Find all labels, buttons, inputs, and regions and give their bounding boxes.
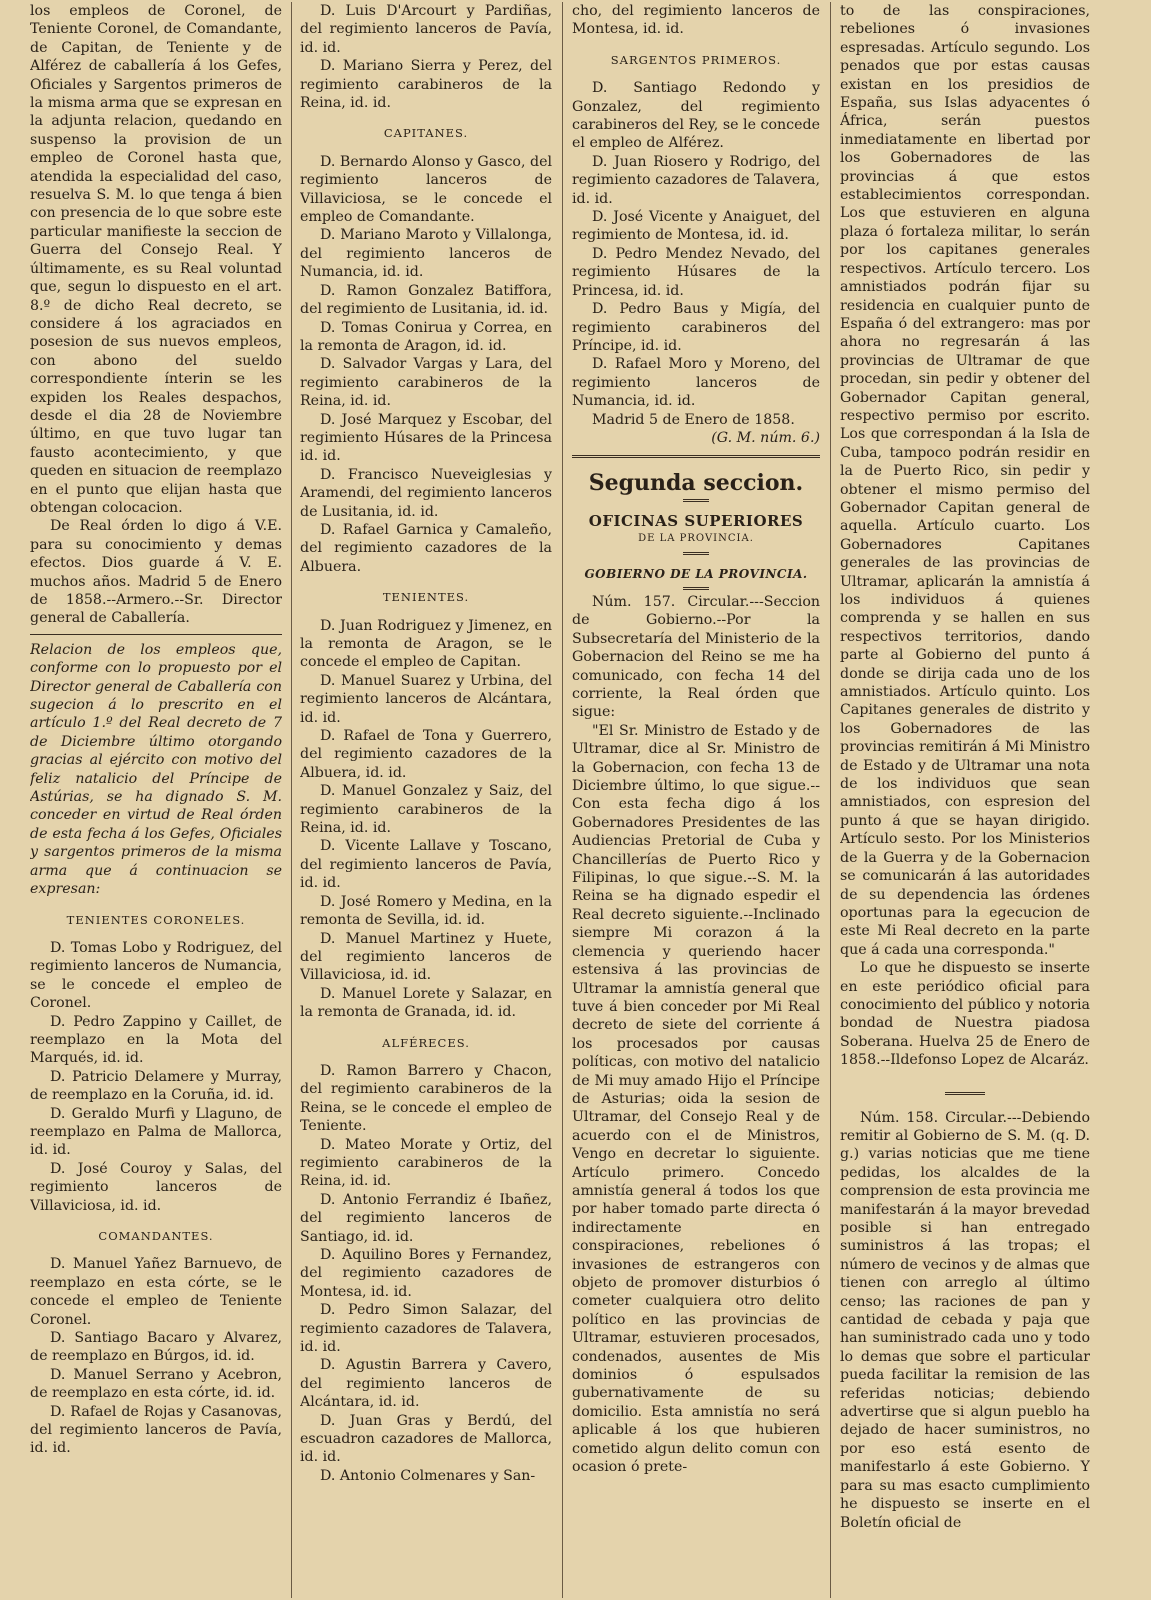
column-2 — [300, 2, 552, 1598]
list-item: D. Mariano Maroto y Villalonga, del regimiento lanceros de Numancia, id. id. — [300, 227, 552, 281]
list-item: D. Rafael de Tona y Guerrero, del regimiento cazadores de la Albuera, id. id. — [300, 728, 552, 781]
column-1 — [30, 2, 282, 1598]
list-item: D. Manuel Serrano y Acebron, de reemplazo en esta córte, id. id. — [30, 1366, 282, 1402]
paragraph: to de las conspiraciones, rebeliones ó invasiones espresadas. Artículo segundo. Los penados que por estas causas existan en los presidios de España, sus Islas adyacentes ó África, serán puestos inmediatamente en libertad por los Gobernadores de las provincias á que estos establecimientos correspondan. Los que estuvieren en alguna plaza ó fortaleza militar, lo serán por los capitanes generales respectivos. Artículo tercero. Los amnistiados podrán fijar su residencia en cualquier punto de España ó del extrangero: mas por ahora no regresarán á las provincias de Ultramar de que procedan, sin pedir y obtener del Gobernador Capitan general, respectivo permiso por escrito. Los que correspondan á la Isla de Cuba, tampoco podrán residir en la de Puerto Rico, sin pedir y obtener el mismo permiso del Gobernador Capitan general de aquella. Artículo cuarto. Los Gobernadores Capitanes generales de las provincias de Ultramar, aplicarán la amnistía á los individuos á quienes comprenda y se hallen en sus respectivos territorios, dando parte al Gobierno del punto á donde se dirija cada uno de los amnistiados. Artículo quinto. Los Capitanes generales de distrito y los Gobernadores de las provincias remitirán á Mi Ministro de Estado y de Ultramar una nota de los individuos que sean amnistiados, con espresion del punto á que se hayan dirigido. Artículo sesto. Por los Ministerios de la Guerra y de la Gobernacion se comunicarán á las autoridades de su dependencia las órdenes oportunas para la egecucion de este Mi Real decreto en la parte que á cada una corresponda." — [840, 3, 1090, 958]
section-head: COMANDANTES. — [98, 1229, 214, 1243]
list-item: D. Salvador Vargas y Lara, del regimiento carabineros de la Reina, id. id. — [300, 356, 552, 410]
date-line: Madrid 5 de Enero de 1858. — [592, 411, 795, 428]
column-rule — [562, 2, 563, 1598]
list-item: D. Agustin Barrera y Cavero, del regimiento lanceros de Alcántara, id. id. — [300, 1357, 552, 1411]
list-item: D. Manuel Lorete y Salazar, en la remonta de Granada, id. id. — [300, 985, 552, 1021]
list-item: D. Manuel Gonzalez y Saiz, del regimiento carabineros de la Reina, id. id. — [300, 783, 552, 837]
list-item: D. Rafael Moro y Moreno, del regimiento lanceros de Numancia, id. id. — [572, 356, 820, 410]
column-rule — [291, 2, 292, 1598]
list-item: D. Manuel Yañez Barnuevo, de reemplazo en esta córte, se le concede el empleo de Teniente Coronel. — [30, 1256, 282, 1328]
paragraph: "El Sr. Ministro de Estado y de Ultramar, dice al Sr. Ministro de la Gobernacion, con fecha 13 de Diciembre último, lo que sigue.--Con esta fecha digo á los Gobernadores Presidentes de las Audiencias Pretorial de Cuba y Chancillerías de Puerto Rico y Filipinas, lo que sigue.--S. M. la Reina se ha dignado espedir el Real decreto siguiente.--Inclinado siempre Mi corazon á la clemencia y queriendo hacer estensiva á las provincias de Ultramar la amnistía general que tuve á bien conceder por Mi Real decreto de siete del corriente á los procesados por causas políticas, con motivo del natalicio de Mi muy amado Hijo el Príncipe de Asturias; oida la sesion de Ultramar, del Consejo Real y de acuerdo con el de Ministros, Vengo en decretar lo siguiente. Artículo primero. Concedo amnistía general á todos los que por haber tomado parte directa ó indirectamente en conspiraciones, rebeliones ó invasiones de estrangeros con objeto de promover disturbios ó cometer cualquiera otro delito político en las provincias de Ultramar, estuvieren procesados, condenados, ausentes de Mis dominios ó espulsados gubernativamente de su domicilio. Esta amnistía no será aplicable á los que hubieren cometido algun delito comun con ocasion ó prete- — [572, 722, 820, 1476]
list-item: D. Rafael de Rojas y Casanovas, del regimiento lanceros de Pavía, id. id. — [30, 1403, 282, 1457]
list-item: D. José Vicente y Anaiguet, del regimiento de Montesa, id. id. — [572, 209, 820, 244]
column-4 — [840, 2, 1090, 1598]
divider — [572, 455, 820, 458]
subsection-title: OFICINAS SUPERIORES — [588, 511, 804, 530]
ornament — [683, 587, 709, 590]
gaceta-ref: (G. M. núm. 6.) — [711, 429, 820, 446]
list-item: D. Bernardo Alonso y Gasco, del regimiento lanceros de Villaviciosa, se le concede el empleo de Comandante. — [300, 153, 552, 226]
list-item: D. José Marquez y Escobar, del regimiento Húsares de la Princesa id. id. — [300, 411, 552, 465]
paragraph: Núm. 158. Circular.---Debiendo remitir al Gobierno de S. M. (q. D. g.) varias noticias que me tiene pedidas, los alcaldes de la comprension de esta provincia me manifestarán á la mayor brevedad posible si han entregado suministros á las tropas; el número de vecinos y de almas que tienen con arreglo al último censo; las raciones de pan y cantidad de cebada y paja que han suministrado cada uno y todo lo demas que sobre el particular pueda facilitar la remision de las referidas noticias; debiendo advertirse que si algun pueblo ha dejado de hacer suministros, no por eso está esento de manifestarlo á este Gobierno. Y para su mas esacto cumplimiento he dispuesto se inserte en el Boletín oficial de — [840, 1109, 1090, 1531]
newspaper-page — [18, 2, 1138, 1598]
column-rule — [830, 2, 831, 1598]
divider — [30, 634, 282, 635]
list-item: D. Vicente Lallave y Toscano, del regimiento lanceros de Pavía, id. id. — [300, 838, 552, 892]
list-item: D. Pedro Simon Salazar, del regimiento cazadores de Talavera, id. id. — [300, 1302, 552, 1356]
paragraph: Lo que he dispuesto se inserte en este periódico oficial para conocimiento del público y notoria bondad de Nuestra piadosa Soberana. Huelva 25 de Enero de 1858.--Ildefonso Lopez de Alcaráz. — [840, 960, 1090, 1069]
list-item: D. José Couroy y Salas, del regimiento lanceros de Villaviciosa, id. id. — [30, 1160, 282, 1214]
section-head: TENIENTES CORONELES. — [66, 912, 246, 927]
subsection-subtitle: DE LA PROVINCIA. — [638, 533, 754, 545]
paragraph: De Real órden lo digo á V.E. para su conocimiento y demas efectos. Dios guarde á V. E. muchos años. Madrid 5 de Enero de 1858.--Armero.--Sr. Director general de Caballería. — [30, 518, 282, 627]
column-3 — [572, 2, 820, 1598]
section-head: CAPITANES. — [383, 126, 469, 141]
section-head: SARGENTOS PRIMEROS. — [610, 52, 782, 67]
list-item: D. Pedro Mendez Nevado, del regimiento Húsares de la Princesa, id. id. — [572, 245, 820, 299]
ornament — [683, 499, 709, 502]
relacion-heading: Relacion de los empleos que, conforme con lo propuesto por el Director general de Caballería con sugecion á lo prescrito en el artículo 1.º del Real decreto de 7 de Diciembre último otorgando gracias al ejército con motivo del feliz natalicio del Príncipe de Astúrias, se ha dignado S. M. conceder en virtud de Real órden de esta fecha á los Gefes, Oficiales y sargentos primeros de la misma arma que á continuacion se expresan: — [30, 641, 282, 898]
list-item: D. Tomas Conirua y Correa, en la remonta de Aragon, id. id. — [300, 319, 552, 354]
list-item: D. Luis D'Arcourt y Pardiñas, del regimiento lanceros de Pavía, id. id. — [300, 3, 552, 56]
list-item: D. Aquilino Bores y Fernandez, del regimiento cazadores de Montesa, id. id. — [300, 1247, 552, 1300]
list-item: D. Ramon Gonzalez Batiffora, del regimiento de Lusitania, id. id. — [300, 282, 552, 318]
list-item: D. Geraldo Murfi y Llaguno, de reemplazo en Palma de Mallorca, id. id. — [30, 1105, 282, 1159]
list-item: D. Mateo Morate y Ortiz, del regimiento carabineros de la Reina, id. id. — [300, 1136, 552, 1190]
list-item: D. Juan Rodriguez y Jimenez, en la remonta de Aragon, se le concede el empleo de Capitan. — [300, 617, 552, 671]
list-item: D. Manuel Martinez y Huete, del regimiento lanceros de Villaviciosa, id. id. — [300, 930, 552, 984]
list-item: D. Patricio Delamere y Murray, de reemplazo en la Coruña, id. id. — [30, 1068, 282, 1104]
list-item: D. Juan Riosero y Rodrigo, del regimiento cazadores de Talavera, id. id. — [572, 153, 820, 207]
section-head: TENIENTES. — [382, 590, 470, 605]
ornament — [945, 1092, 985, 1095]
list-item: D. Pedro Baus y Migía, del regimiento carabineros del Príncipe, id. id. — [572, 301, 820, 354]
paragraph: los empleos de Coronel, de Teniente Coronel, de Comandante, de Capitan, de Teniente y de Alférez de caballería á los Gefes, Oficiales y Sargentos primeros de la misma arma que se expresan en la adjunta relacion, quedando en suspenso la provision de un empleo de Coronel hasta que, atendida la especialidad del caso, resuelva S. M. lo que tenga á bien con presencia de lo que sobre este particular manifieste la seccion de Guerra del Consejo Real. Y últimamente, es su Real voluntad que, segun lo dispuesto en el art. 8.º de dicho Real decreto, se considere á los agraciados en posesion de sus nuevos empleos, con abono del sueldo correspondiente ínterin se les expiden los Reales despachos, desde el dia 28 de Noviembre último, en que tuvo lugar tan fausto acontecimiento, y que queden en situacion de reemplazo en el punto que elijan hasta que obtengan colocacion. — [30, 3, 282, 516]
list-item: D. Juan Gras y Berdú, del escuadron cazadores de Mallorca, id. id. — [300, 1412, 552, 1466]
list-item: D. Tomas Lobo y Rodriguez, del regimiento lanceros de Numancia, se le concede el empleo de Coronel. — [30, 939, 282, 1012]
list-item: D. Antonio Ferrandiz é Ibañez, del regimiento lanceros de Santiago, id. id. — [300, 1191, 552, 1245]
section-title: Segunda seccion. — [588, 470, 804, 497]
list-item: D. Antonio Colmenares y San- — [320, 1467, 536, 1484]
list-item: D. Mariano Sierra y Perez, del regimiento carabineros de la Reina, id. id. — [300, 58, 552, 112]
list-item: cho, del regimiento lanceros de Montesa, id. id. — [572, 3, 820, 38]
list-item: D. Rafael Garnica y Camaleño, del regimiento cazadores de la Albuera. — [300, 521, 552, 575]
section-head: ALFÉRECES. — [382, 1035, 470, 1050]
paragraph: Núm. 157. Circular.---Seccion de Gobierno.--Por la Subsecretaría del Ministerio de la Gobernacion del Reino se me ha comunicado, con fecha 14 del corriente, la Real órden que sigue: — [572, 593, 820, 721]
ornament — [683, 552, 709, 555]
list-item: D. Santiago Redondo y Gonzalez, del regimiento carabineros del Rey, se le concede el empleo de Alférez. — [572, 80, 820, 152]
list-item: D. Santiago Bacaro y Alvarez, de reemplazo en Búrgos, id. id. — [30, 1330, 282, 1365]
gobierno-heading: GOBIERNO DE LA PROVINCIA. — [584, 566, 808, 581]
list-item: D. José Romero y Medina, en la remonta de Sevilla, id. id. — [300, 893, 552, 929]
list-item: D. Ramon Barrero y Chacon, del regimiento carabineros de la Reina, se le concede el empleo de Teniente. — [300, 1062, 552, 1135]
list-item: D. Manuel Suarez y Urbina, del regimiento lanceros de Alcántara, id. id. — [300, 672, 552, 726]
list-item: D. Pedro Zappino y Caillet, de reemplazo en la Mota del Marqués, id. id. — [30, 1013, 282, 1067]
list-item: D. Francisco Nueveiglesias y Aramendi, del regimiento lanceros de Lusitania, id. id. — [300, 466, 552, 520]
